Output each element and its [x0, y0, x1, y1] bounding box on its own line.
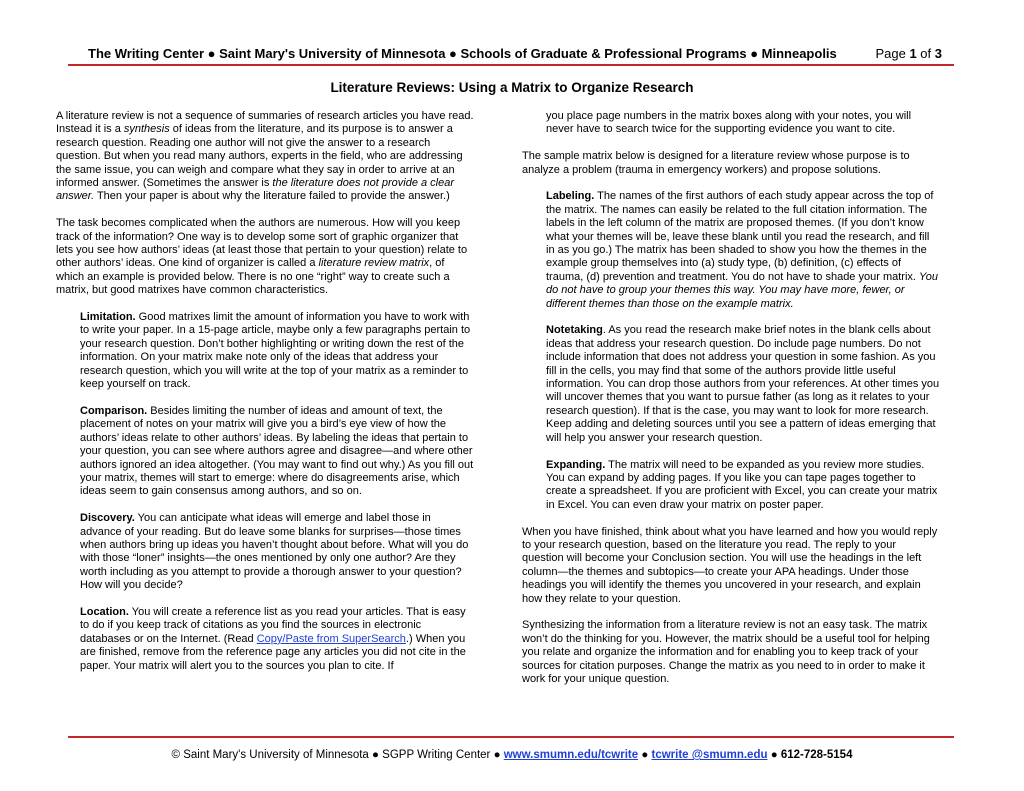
page-header: [68, 44, 954, 66]
notetaking-paragraph: Notetaking. As you read the research make brief notes in the blank cells about ideas that address your research question. Do include page numbers. Do not include information that does not address your question in some fashion. As you fill in the cells, you may find that some of the authors provide little useful information. You can drop those authors from your references. At other times you will uncover themes that you want to pursue father (as long as it relates to your research question). If that is the case, you may want to look for more research. Keep adding and deleting sources until you see a pattern of ideas emerging that will help you answer your research question.: [546, 324, 940, 444]
location-continued-paragraph: you place page numbers in the matrix boxes along with your notes, you will never have to search twice for the supporting evidence you want to cite.: [546, 110, 912, 136]
left-column: [56, 110, 474, 686]
comparison-paragraph: Comparison. Besides limiting the number of ideas and amount of text, the placement of notes on your matrix will give you a bird’s eye view of how the authors’ ideas relate to other authors’ ideas. By labeling the ideas that pertain to your question, you can see where authors agree and disagree—and where other authors ignored an idea altogether. (You may want to find out why.) As you fill out your matrix, themes will start to emerge: where do disagreements arise, which ideas seem to gain consensus among authors, and so on.: [80, 404, 474, 498]
labeling-paragraph: Labeling. The names of the first authors of each study appear across the top of the matrix. The names can easily be related to the full citation information. The labels in the left column of the matrix are proposed themes. (If you don’t know what your themes will be, leave these blank until you read the research, and fill in as you go.) The matrix has been shaded to show you how the themes in the example group themselves into (a) study type, (b) definition, (c) effects of trauma, (d) prevention and treatment. You do not have to shade your matrix. You do not have to group your themes this way. You may have more, fewer, or different themes than those on the example matrix.: [546, 190, 938, 310]
footer-copyright: © Saint Mary's University of Minnesota ● SGPP Writing Center ●: [171, 749, 504, 761]
task-paragraph: The task becomes complicated when the authors are numerous. How will you keep track of the information? One way is to develop some sort of graphic organizer that lets you see how authors’ ideas (at least those that pertain to your question) relate to other authors’ ideas. One kind of organizer is called a literature review matrix, of which an example is provided below. There is no one “right” way to create such a matrix, but good matrixes have common characteristics.: [56, 217, 468, 297]
intro-paragraph: A literature review is not a sequence of summaries of research articles you have read. Instead it is a synthesis of ideas from the literature, and its purpose is to answer a research question. Reading one author will not give the answer to a research question. But when you read many authors, experts in the field, who are addressing the same issue, you can weigh and compare what they say in order to arrive at an informed answer. (Sometimes the answer is the literature does not provide a clear answer. Then your paper is about why the literature failed to provide the answer.): [56, 110, 474, 203]
header-divider: [68, 64, 954, 66]
supersearch-link[interactable]: Copy/Paste from SuperSearch: [256, 632, 406, 645]
website-link[interactable]: www.smumn.edu/tcwrite: [503, 749, 639, 761]
document-title: Literature Reviews: Using a Matrix to Organize Research: [330, 80, 694, 95]
footer-divider: [68, 736, 954, 738]
sample-matrix-paragraph: The sample matrix below is designed for a literature review whose purpose is to analyze a problem (trauma in emergency workers) and propose solutions.: [522, 150, 910, 176]
phone-number: 612-728-5154: [780, 749, 853, 761]
limitation-paragraph: Limitation. Good matrixes limit the amount of information you have to work with to write your paper. In a 15-page article, maybe only a few paragraphs pertain to your research question. Don’t bother highlighting or writing down the rest of the information. On your matrix make note only of the ideas that address your research question, which you will write at the top of your matrix as a reminder to keep yourself on track.: [80, 311, 471, 391]
expanding-paragraph: Expanding. The matrix will need to be expanded as you review more studies. You can expand by adding pages. If you like you can tape pages together to create a spreadsheet. If you are proficient with Excel, you can create your matrix in Excel. You can even draw your matrix on poster paper.: [546, 458, 938, 511]
synthesizing-paragraph: Synthesizing the information from a literature review is not an easy task. The matrix won’t do the thinking for you. However, the matrix should be a useful tool for helping you relate and organize the information and for enabling you to keep track of your sources for citation purposes. Change the matrix as you need to in order to make it work for your unique question.: [522, 619, 930, 685]
discovery-paragraph: Discovery. You can anticipate what ideas will emerge and label those in advance of your reading. But do leave some blanks for surprises—those times when authors bring up ideas you haven’t thought about before. What will you do with those “loner” insights—the ones mentioned by only one author? Are they worth including as you attempt to provide a thorough answer to your question? How will you decide?: [80, 512, 469, 592]
page-footer: © Saint Mary's University of Minnesota ● SGPP Writing Center ● www.smumn.edu/tcwrite ● tcwrite @smumn.edu ● 612-728-5154: [171, 749, 853, 761]
finished-paragraph: When you have finished, think about what you have learned and how you would reply to your research question, based on the literature you read. The reply to your question will become your Conclusion section. You will use the headings in the left column—the themes and subtopics—to create your APA headings. Under those headings you will identify the themes you uncovered in your research, and explain how they relate to your question.: [522, 525, 938, 605]
right-column: [522, 110, 940, 700]
location-paragraph: Location. You will create a reference list as you read your articles. That is easy to do if you keep track of citations as you find the sources in electronic databases or on the Internet. (Read Copy/Paste from SuperSearch.) When you are finished, remove from the reference page any articles you did not cite in the paper. Your matrix will alert you to the sources you plan to cite. If: [80, 605, 466, 672]
page-number: Page 1 of 3: [875, 46, 942, 61]
header-organization: The Writing Center ● Saint Mary's University of Minnesota ● Schools of Graduate & Professional Programs ● Minneapolis: [88, 46, 837, 61]
email-link[interactable]: tcwrite @smumn.edu: [651, 749, 768, 761]
